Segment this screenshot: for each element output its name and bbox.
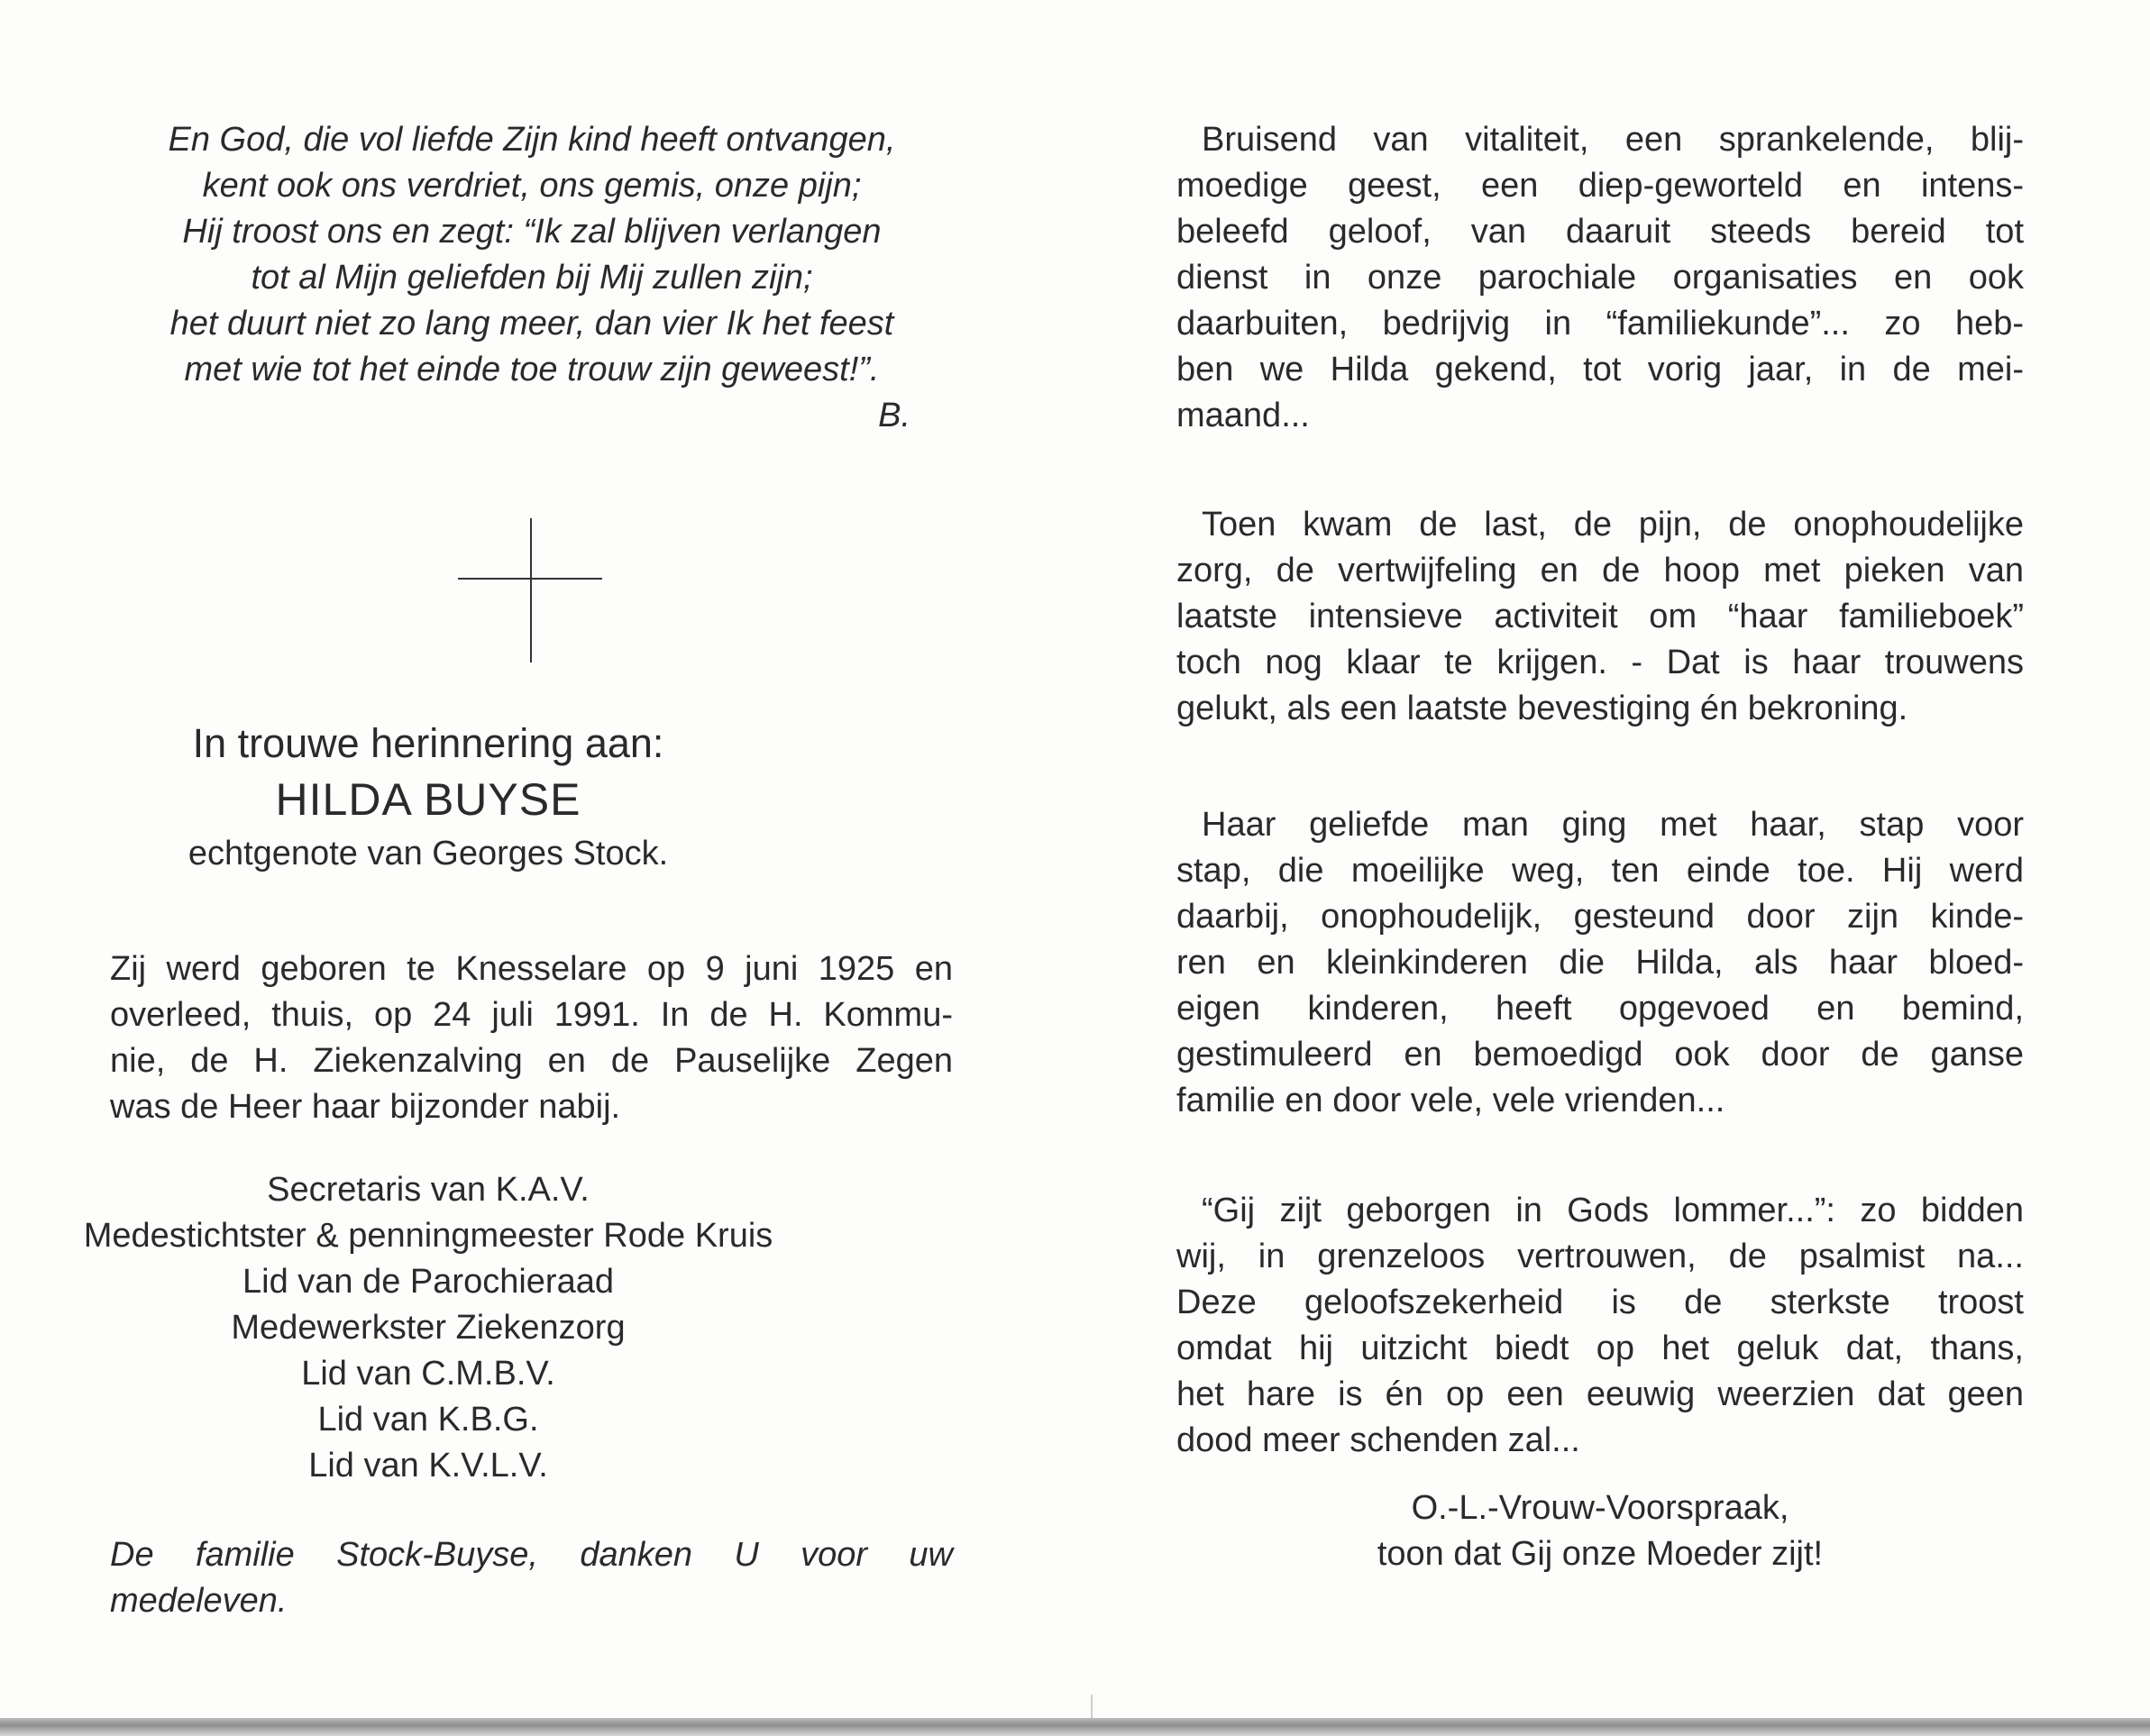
role-item: Lid van C.M.B.V. [301,1355,555,1393]
paragraph-line: dood meer schenden zal... [1176,1421,1580,1459]
bio-line: nie, de H. Ziekenzalving en de Pauselijke Zegen [110,1042,953,1080]
bio-line: overleed, thuis, op 24 juli 1991. In de H. Kommu- [110,996,953,1034]
paragraph-line: omdat hij uitzicht biedt op het geluk dat, thans, [1176,1329,2024,1367]
memorial-heading [108,717,956,879]
prayer-line: O.-L.-Vrouw-Voorspraak, [1411,1489,1789,1527]
closing-prayer [1176,1485,2024,1577]
role-item: Lid van de Parochieraad [242,1263,614,1301]
paragraph-line: Deze geloofszekerheid is de sterkste troost [1176,1284,2024,1321]
memorial-intro: In trouwe herinnering aan: [192,720,664,766]
paragraph-line: toch nog klaar te krijgen. - Dat is haar trouwens [1176,644,2024,681]
deceased-name: HILDA BUYSE [275,774,581,825]
paragraph-line: ben we Hilda gekend, tot vorig jaar, in de mei- [1176,351,2024,388]
prayer-line: toon dat Gij onze Moeder zijt! [1377,1535,1824,1573]
paragraph-line: laatste intensieve activiteit om “haar familieboek” [1176,598,2024,635]
paragraph-line: Bruisend van vitaliteit, een sprankelende, blij- [1202,121,2024,159]
spouse-line: echtgenote van Georges Stock. [188,835,669,873]
poem-line: En God, die vol liefde Zijn kind heeft ontvangen, [168,121,896,159]
paragraph-faith [1176,1188,2024,1464]
cross-icon [458,518,602,662]
paragraph-line: maand... [1176,397,1310,434]
card-bottom-edge [0,1718,2150,1736]
paragraph-line: het hare is én op een eeuwig weerzien dat geen [1176,1375,2024,1413]
paragraph-family [1176,802,2024,1124]
paragraph-line: “Gij zijt geborgen in Gods lommer...”: zo bidden [1202,1192,2024,1229]
poem-line: kent ook ons verdriet, ons gemis, onze pijn; [202,167,862,205]
poem-line: tot al Mijn geliefden bij Mij zullen zijn; [251,259,813,297]
thanks-line: De familie Stock-Buyse, danken U voor uw [110,1536,953,1574]
poem-line: met wie tot het einde toe trouw zijn geweest!”. [184,351,880,388]
bio-line: Zij werd geboren te Knesselare op 9 juni 1925 en [110,950,953,988]
paragraph-line: wij, in grenzeloos vertrouwen, de psalmist na... [1176,1238,2024,1275]
poem-line: Hij troost ons en zegt: “Ik zal blijven verlangen [182,213,882,251]
bio-line: was de Heer haar bijzonder nabij. [110,1088,621,1126]
paragraph-line: beleefd geloof, van daaruit steeds bereid tot [1176,213,2024,251]
paragraph-line: daarbuiten, bedrijvig in “familiekunde”... zo heb- [1176,305,2024,343]
paragraph-line: gestimuleerd en bemoedigd ook door de ganse [1176,1036,2024,1074]
roles-list [83,1167,956,1489]
paragraph-line: moedige geest, een diep-geworteld en intens- [1176,167,2024,205]
poem-line: het duurt niet zo lang meer, dan vier Ik het feest [169,305,894,343]
role-item: Secretaris van K.A.V. [267,1171,590,1209]
paragraph-line: gelukt, als een laatste bevestiging én bekroning. [1176,690,1908,727]
card-fold-mark [1091,1695,1246,1718]
paragraph-line: Haar geliefde man ging met haar, stap voor [1202,806,2024,844]
paragraph-vitality [1176,117,2024,439]
paragraph-line: zorg, de vertwijfeling en de hoop met pieken van [1176,552,2024,589]
paragraph-line: daarbij, onophoudelijk, gesteund door zijn kinde- [1176,898,2024,936]
poem-signature: B. [878,397,910,434]
paragraph-line: eigen kinderen, heeft opgevoed en bemind, [1176,990,2024,1028]
role-item: Medewerkster Ziekenzorg [231,1309,626,1347]
paragraph-line: familie en door vele, vele vrienden... [1176,1082,1725,1119]
paragraph-line: stap, die moeilijke weg, ten einde toe. Hij werd [1176,852,2024,890]
role-item: Lid van K.V.L.V. [308,1447,548,1485]
family-thanks [110,1532,953,1624]
paragraph-line: dienst in onze parochiale organisaties en ook [1176,259,2024,297]
paragraph-line: Toen kwam de last, de pijn, de onophoudelijke [1202,506,2024,544]
paragraph-illness [1176,502,2024,732]
poem [108,117,956,439]
role-item: Lid van K.B.G. [317,1401,539,1439]
thanks-line: medeleven. [110,1582,288,1620]
paragraph-line: ren en kleinkinderen die Hilda, als haar bloed- [1176,944,2024,982]
role-item: Medestichtster & penningmeester Rode Kruis [83,1217,773,1255]
biography [110,946,953,1130]
